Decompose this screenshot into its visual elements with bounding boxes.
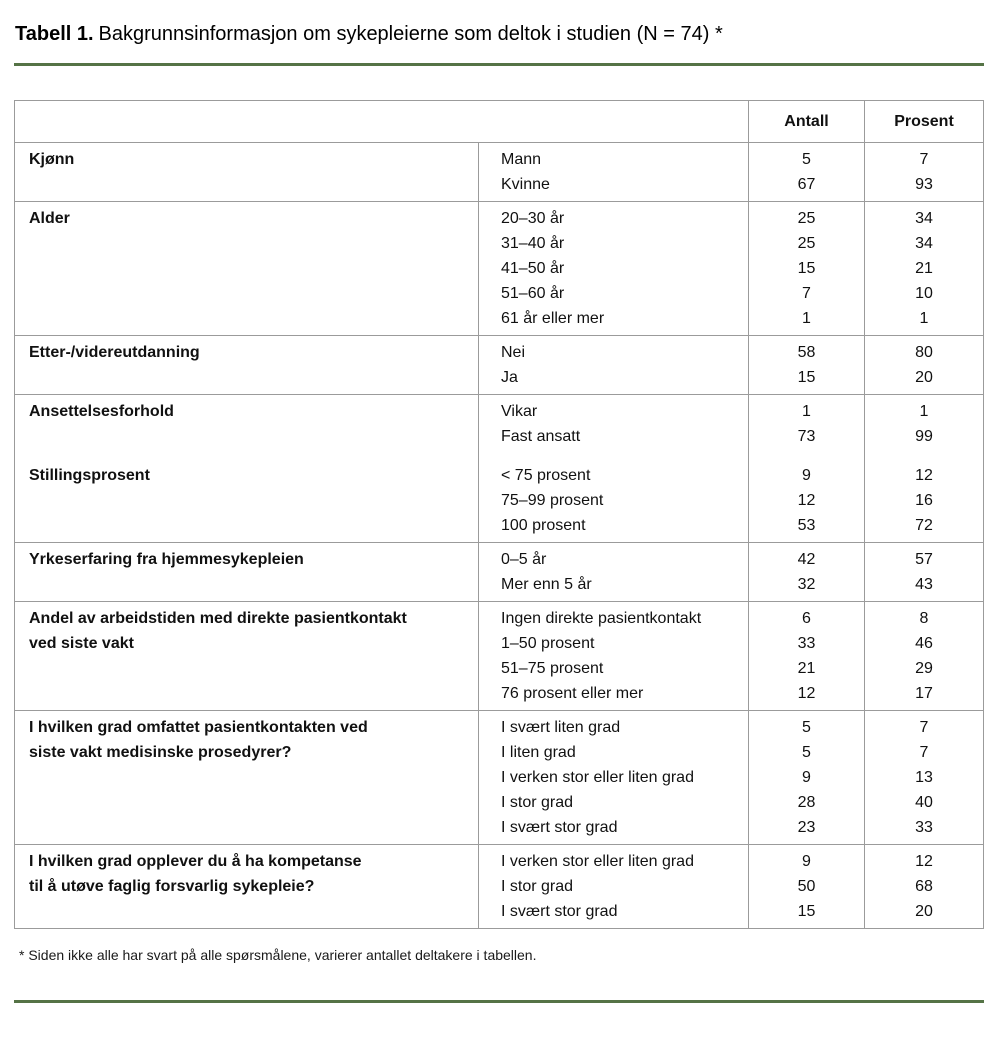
cell-prosent [865,395,983,542]
table-row-group-1 [15,201,983,335]
variable-label [29,365,478,390]
category-label: Vikar [501,403,538,420]
prosent-value: 33 [915,819,933,836]
cell-prosent [865,602,983,710]
prosent-value: 57 [915,551,933,568]
cell-variable [15,395,479,542]
cell-antall [749,143,865,201]
spacer-line [501,449,748,463]
spacer-line [29,449,478,463]
top-accent-rule [14,63,984,66]
variable-label: ved siste vakt [29,635,134,652]
prosent-value: 21 [915,260,933,277]
cell-variable [15,543,479,601]
antall-value: 53 [797,517,816,534]
cell-prosent [865,202,983,335]
background-info-table [14,100,984,929]
cell-category [479,543,749,601]
antall-value: 5 [802,151,811,168]
cell-prosent [865,543,983,601]
prosent-value: 40 [915,794,933,811]
variable-label [29,424,478,449]
cell-variable [15,845,479,928]
cell-prosent [865,711,983,844]
prosent-value: 68 [915,878,933,895]
variable-label: Ansettelsesforhold [29,403,174,420]
category-label: I stor grad [501,794,574,811]
category-label: 20–30 år [501,210,565,227]
category-label: I liten grad [501,744,576,761]
category-label: 41–50 år [501,260,565,277]
cell-category [479,202,749,335]
prosent-value: 16 [915,492,933,509]
variable-label [29,815,478,840]
category-label: 100 prosent [501,517,586,534]
category-label: 61 år eller mer [501,310,605,327]
variable-label [29,256,478,281]
table-header-row [15,101,983,143]
prosent-value: 8 [919,610,929,627]
cell-variable [15,711,479,844]
antall-value: 9 [802,769,811,786]
antall-value: 9 [802,467,811,484]
cell-category [479,602,749,710]
category-label: 0–5 år [501,551,547,568]
cell-category [479,845,749,928]
antall-value: 15 [797,369,816,386]
antall-value: 9 [802,853,811,870]
antall-value: 6 [802,610,811,627]
table-row-group-5 [15,601,983,710]
cell-prosent [865,143,983,201]
variable-label: Alder [29,210,70,227]
antall-value: 58 [797,344,816,361]
bottom-accent-rule [14,1000,984,1003]
prosent-value: 7 [919,719,929,736]
variable-label: til å utøve faglig forsvarlig sykepleie? [29,878,315,895]
cell-antall [749,602,865,710]
variable-label: I hvilken grad omfattet pasientkontakten ved [29,719,368,736]
category-label: 76 prosent eller mer [501,685,644,702]
prosent-value: 72 [915,517,933,534]
variable-label: Stillingsprosent [29,467,150,484]
spacer-line [865,449,983,463]
table-body [15,143,983,928]
variable-label: siste vakt medisinske prosedyrer? [29,744,292,761]
antall-value: 1 [802,403,811,420]
prosent-value: 17 [915,685,933,702]
spacer-line [749,449,864,463]
cell-antall [749,845,865,928]
variable-label [29,765,478,790]
antall-value: 50 [797,878,816,895]
variable-label [29,231,478,256]
antall-value: 15 [797,260,816,277]
variable-label [29,172,478,197]
prosent-value: 7 [919,744,929,761]
table-row-group-7 [15,844,983,928]
category-label: I svært stor grad [501,903,618,920]
antall-value: 5 [802,719,811,736]
category-label: 31–40 år [501,235,565,252]
cell-category [479,336,749,394]
cell-variable [15,202,479,335]
cell-antall [749,202,865,335]
category-label: < 75 prosent [501,467,591,484]
prosent-value: 12 [915,467,933,484]
cell-antall [749,395,865,542]
cell-prosent [865,845,983,928]
prosent-value: 93 [915,176,933,193]
prosent-value: 80 [915,344,933,361]
antall-value: 67 [797,176,816,193]
header-prosent: Prosent [894,113,954,130]
antall-value: 25 [797,210,816,227]
antall-value: 25 [797,235,816,252]
prosent-value: 43 [915,576,933,593]
variable-label [29,681,478,706]
antall-value: 28 [797,794,816,811]
category-label: 1–50 prosent [501,635,595,652]
variable-label [29,790,478,815]
variable-label [29,656,478,681]
cell-variable [15,602,479,710]
variable-label [29,488,478,513]
table-row-group-0 [15,143,983,201]
category-label: 51–60 år [501,285,565,302]
antall-value: 33 [797,635,816,652]
prosent-value: 20 [915,903,933,920]
variable-label [29,513,478,538]
category-label: Mann [501,151,542,168]
antall-value: 5 [802,744,811,761]
prosent-value: 20 [915,369,933,386]
prosent-value: 99 [915,428,933,445]
antall-value: 32 [797,576,816,593]
variable-label: Andel av arbeidstiden med direkte pasientkontakt [29,610,407,627]
table-row-group-4 [15,542,983,601]
table-caption-number: Tabell 1. [15,23,94,45]
antall-value: 12 [797,685,816,702]
cell-category [479,711,749,844]
category-label: 51–75 prosent [501,660,604,677]
antall-value: 42 [797,551,816,568]
prosent-value: 34 [915,210,933,227]
cell-prosent [865,336,983,394]
antall-value: 12 [797,492,816,509]
prosent-value: 12 [915,853,933,870]
antall-value: 7 [802,285,811,302]
variable-label: I hvilken grad opplever du å ha kompetanse [29,853,362,870]
category-label: Ingen direkte pasientkontakt [501,610,702,627]
category-label: I stor grad [501,878,574,895]
category-label: I svært stor grad [501,819,618,836]
category-label: Kvinne [501,176,550,193]
variable-label: Kjønn [29,151,75,168]
cell-antall [749,336,865,394]
prosent-value: 1 [919,310,929,327]
cell-category [479,395,749,542]
header-empty-cell [15,101,749,142]
category-label: Ja [501,369,518,386]
cell-variable [15,143,479,201]
variable-label [29,281,478,306]
prosent-value: 10 [915,285,933,302]
category-label: Nei [501,344,526,361]
antall-value: 23 [797,819,816,836]
table-caption-text: Bakgrunnsinformasjon om sykepleierne som deltok i studien (N = 74) * [98,23,723,45]
prosent-value: 13 [915,769,933,786]
variable-label [29,899,478,924]
prosent-value: 46 [915,635,933,652]
prosent-value: 29 [915,660,933,677]
variable-label: Yrkeserfaring fra hjemmesykepleien [29,551,304,568]
antall-value: 1 [802,310,811,327]
cell-variable [15,336,479,394]
table-row-group-6 [15,710,983,844]
table-footnote: * Siden ikke alle har svart på alle spørsmålene, varierer antallet deltakere i tabellen. [19,947,537,963]
category-label: Fast ansatt [501,428,581,445]
variable-label [29,306,478,331]
variable-label: Etter-/videreutdanning [29,344,200,361]
table-caption [15,22,984,46]
antall-value: 73 [797,428,816,445]
prosent-value: 34 [915,235,933,252]
antall-value: 15 [797,903,816,920]
table-row-group-3 [15,394,983,542]
category-label: Mer enn 5 år [501,576,592,593]
antall-value: 21 [797,660,816,677]
cell-category [479,143,749,201]
category-label: I verken stor eller liten grad [501,769,694,786]
category-label: I svært liten grad [501,719,621,736]
table-row-group-2 [15,335,983,394]
article-page [0,22,999,1003]
cell-antall [749,711,865,844]
header-antall: Antall [749,101,865,142]
prosent-value: 1 [919,403,929,420]
variable-label [29,572,478,597]
cell-antall [749,543,865,601]
prosent-value: 7 [919,151,929,168]
category-label: I verken stor eller liten grad [501,853,694,870]
category-label: 75–99 prosent [501,492,604,509]
